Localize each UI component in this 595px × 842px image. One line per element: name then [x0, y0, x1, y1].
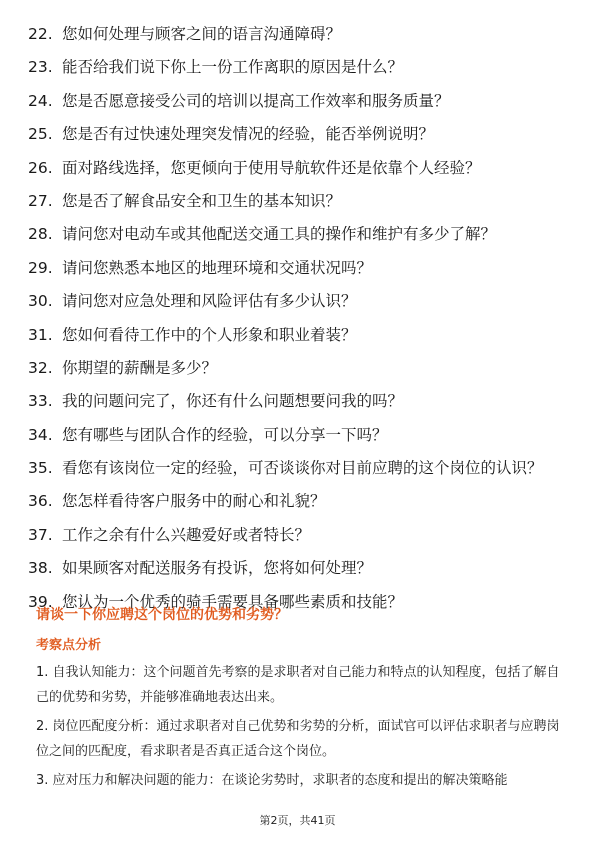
question-item	[28, 556, 573, 580]
question-item	[28, 156, 573, 180]
page-footer: 第2页，共41页	[259, 814, 336, 827]
question-number: 26.	[28, 158, 53, 177]
analysis-paragraph: 1. 自我认知能力：这个问题首先考察的是求职者对自己能力和特点的认知程度，包括了解自己的优势和劣势，并能够准确地表达出来。	[36, 665, 560, 705]
question-text: 我的问题问完了，你还有什么问题想要问我的吗？	[62, 392, 404, 411]
question-text: 你期望的薪酬是多少？	[62, 358, 218, 377]
question-text: 您是否愿意接受公司的培训以提高工作效率和服务质量？	[62, 91, 450, 110]
question-item	[28, 256, 573, 280]
analysis-paragraphs	[36, 660, 562, 797]
question-number: 28.	[28, 225, 53, 244]
question-item	[28, 189, 573, 213]
question-item	[28, 423, 573, 447]
question-number: 39.	[28, 592, 53, 611]
question-number: 27.	[28, 191, 53, 210]
question-item	[28, 55, 573, 79]
question-item	[28, 22, 573, 46]
question-number: 31.	[28, 325, 53, 344]
analysis-paragraph: 3. 应对压力和解决问题的能力：在谈论劣势时，求职者的态度和提出的解决策略能	[36, 773, 508, 788]
question-item	[28, 389, 573, 413]
question-text: 您认为一个优秀的骑手需要具备哪些素质和技能？	[62, 592, 404, 611]
question-text: 您如何看待工作中的个人形象和职业着装？	[62, 325, 357, 344]
question-item	[28, 122, 573, 146]
question-number: 23.	[28, 58, 53, 77]
question-item	[28, 523, 573, 547]
question-text: 如果顾客对配送服务有投诉，您将如何处理？	[62, 559, 373, 578]
question-text: 您有哪些与团队合作的经验，可以分享一下吗？	[62, 425, 388, 444]
question-number: 29.	[28, 258, 53, 277]
question-text: 您是否有过快速处理突发情况的经验，能否举例说明？	[62, 125, 435, 144]
question-text: 面对路线选择，您更倾向于使用导航软件还是依靠个人经验？	[62, 158, 481, 177]
question-item	[28, 222, 573, 246]
question-number: 33.	[28, 392, 53, 411]
question-text: 请问您对电动车或其他配送交通工具的操作和维护有多少了解？	[62, 225, 497, 244]
question-number: 38.	[28, 559, 53, 578]
question-item	[28, 356, 573, 380]
question-text: 请问您对应急处理和风险评估有多少认识？	[62, 292, 357, 311]
question-text: 工作之余有什么兴趣爱好或者特长？	[62, 525, 311, 544]
question-number: 22.	[28, 25, 53, 43]
question-item	[28, 289, 573, 313]
question-number: 34.	[28, 425, 53, 444]
question-text: 看您有该岗位一定的经验，可否谈谈你对目前应聘的这个岗位的认识？	[62, 459, 543, 478]
question-number: 32.	[28, 358, 53, 377]
analysis-paragraph: 2. 岗位匹配度分析：通过求职者对自己优势和劣势的分析，面试官可以评估求职者与应聘岗位之间的匹配度，看求职者是否真正适合这个岗位。	[36, 719, 560, 759]
question-item	[28, 89, 573, 113]
question-text: 您是否了解食品安全和卫生的基本知识？	[62, 191, 342, 210]
question-number: 24.	[28, 91, 53, 110]
question-number: 37.	[28, 525, 53, 544]
question-item	[28, 489, 573, 513]
question-number: 30.	[28, 292, 53, 311]
question-number: 35.	[28, 459, 53, 478]
section-title: 请谈一下你应聘这个岗位的优势和劣势？	[36, 607, 288, 623]
question-number: 25.	[28, 125, 53, 144]
question-text: 能否给我们说下你上一份工作离职的原因是什么？	[62, 58, 404, 77]
question-item	[28, 456, 573, 480]
question-list	[28, 22, 573, 623]
question-item	[28, 323, 573, 347]
analysis-subtitle: 考察点分析	[36, 638, 102, 653]
question-text: 您怎样看待客户服务中的耐心和礼貌？	[62, 492, 326, 511]
question-number: 36.	[28, 492, 53, 511]
question-text: 请问您熟悉本地区的地理环境和交通状况吗？	[62, 258, 373, 277]
question-text: 您如何处理与顾客之间的语言沟通障碍？	[62, 25, 342, 43]
